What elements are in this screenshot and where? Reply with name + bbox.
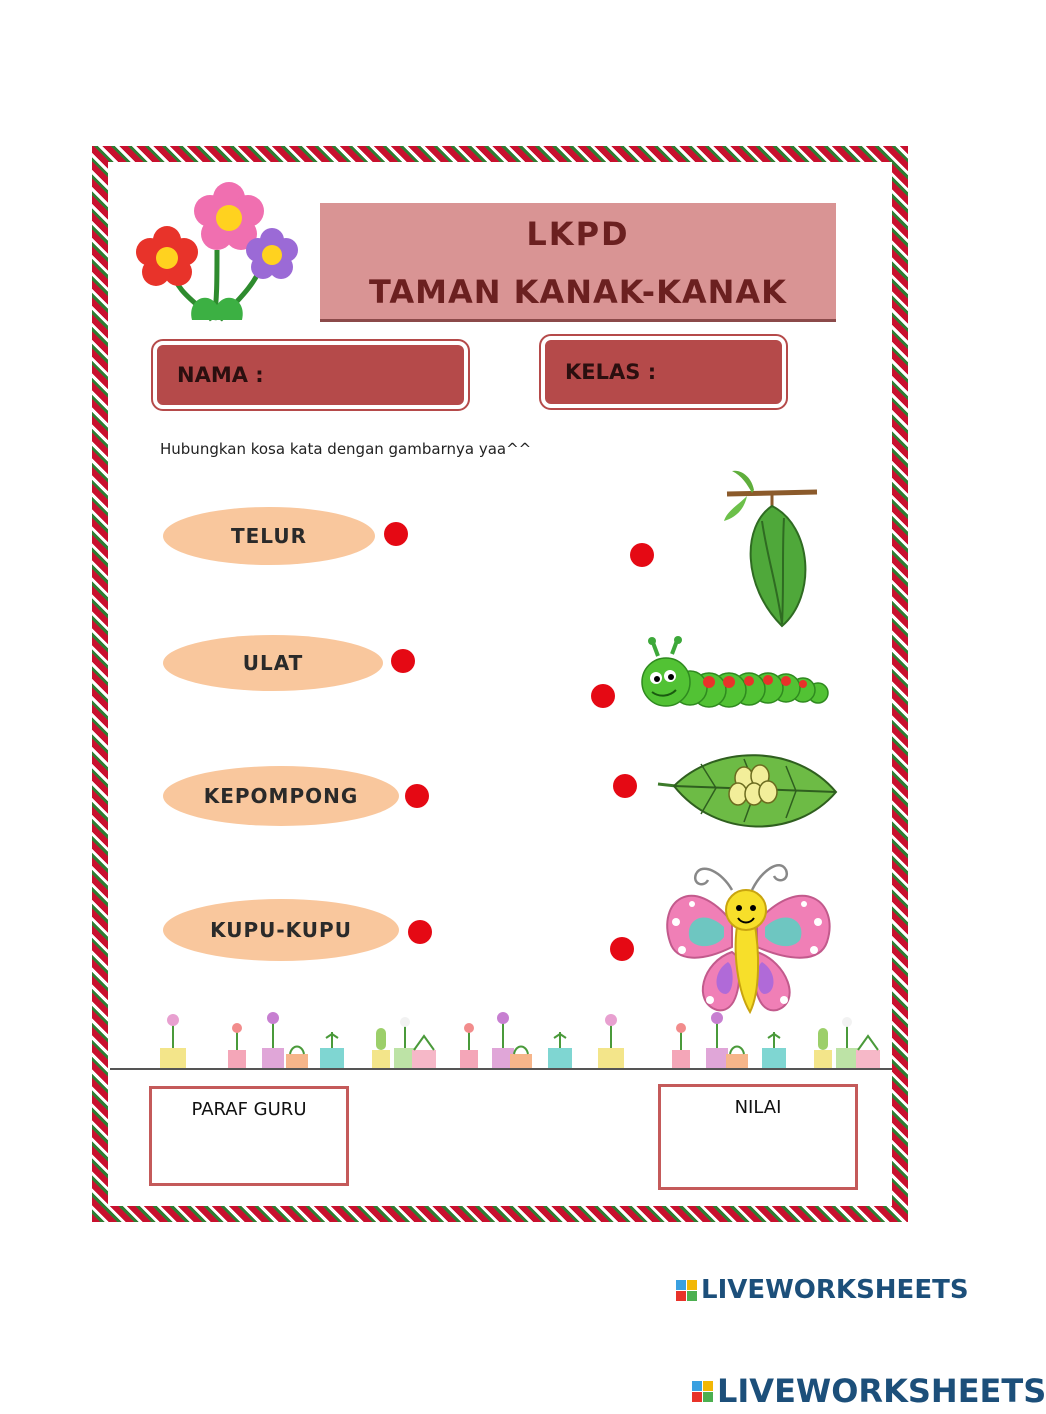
- right-dot-leaf-eggs[interactable]: [613, 774, 637, 798]
- left-dot-ulat[interactable]: [391, 649, 415, 673]
- liveworksheets-brand: [676, 1275, 969, 1305]
- teacher-signature-box[interactable]: [149, 1086, 349, 1186]
- left-dot-kupu-kupu[interactable]: [408, 920, 432, 944]
- right-dot-cocoon[interactable]: [630, 543, 654, 567]
- left-dot-kepompong[interactable]: [405, 784, 429, 808]
- page-subtitle: TAMAN KANAK-KANAK: [369, 273, 787, 311]
- brand-text: LIVEWORKSHEETS: [701, 1275, 969, 1305]
- word-label: KUPU-KUPU: [210, 918, 352, 942]
- brand-text: LIVEWORKSHEETS: [717, 1372, 1046, 1410]
- cocoon-icon: [722, 466, 822, 632]
- name-field[interactable]: [153, 341, 468, 409]
- caterpillar-icon: [638, 638, 834, 724]
- liveworksheets-logo-icon: [676, 1280, 697, 1301]
- class-label: KELAS :: [565, 360, 657, 384]
- right-dot-butterfly[interactable]: [610, 937, 634, 961]
- word-pill-telur: [163, 507, 375, 565]
- word-pill-ulat: [163, 635, 383, 691]
- butterfly-icon: [662, 852, 838, 1022]
- potted-plants-decoration: [150, 1008, 890, 1070]
- score-box[interactable]: [658, 1084, 858, 1190]
- instruction-text: Hubungkan kosa kata dengan gambarnya yaa^^: [160, 440, 532, 458]
- page-title: LKPD: [526, 215, 630, 253]
- title-banner: [320, 203, 836, 322]
- liveworksheets-brand-footer: [692, 1372, 1046, 1410]
- left-dot-telur[interactable]: [384, 522, 408, 546]
- ground-line: [110, 1068, 892, 1070]
- class-field[interactable]: [541, 336, 786, 408]
- word-pill-kupu-kupu: [163, 899, 399, 961]
- word-label: TELUR: [231, 524, 307, 548]
- flowers-icon: [132, 180, 302, 325]
- word-pill-kepompong: [163, 766, 399, 826]
- score-label: NILAI: [734, 1097, 782, 1118]
- liveworksheets-logo-icon: [692, 1381, 713, 1402]
- right-dot-caterpillar[interactable]: [591, 684, 615, 708]
- name-label: NAMA :: [177, 363, 264, 387]
- leaf-eggs-icon: [656, 744, 840, 840]
- word-label: ULAT: [242, 651, 304, 675]
- teacher-signature-label: PARAF GURU: [191, 1099, 307, 1120]
- word-label: KEPOMPONG: [203, 784, 359, 808]
